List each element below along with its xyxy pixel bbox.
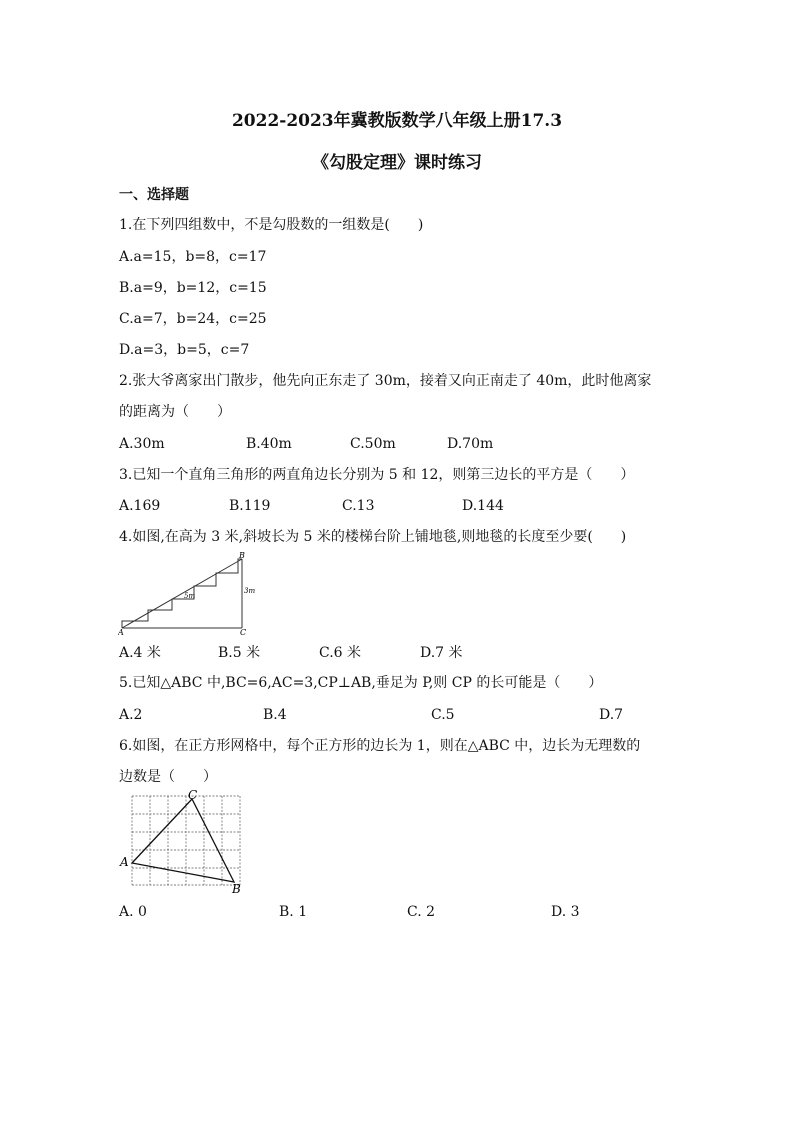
staircase-label-slope: 5m (184, 592, 196, 600)
q2-option-c: C.50m (350, 436, 396, 452)
page-title-line1: 2022-2023年冀教版数学八年级上册17.3 (231, 111, 563, 131)
section-heading: 一、选择题 (119, 187, 189, 203)
q4-option-a: A.4 米 (119, 645, 161, 661)
q2-stem-line2: 的距离为（ ） (119, 404, 231, 420)
q4-option-c: C.6 米 (319, 645, 362, 661)
q3-option-a: A.169 (119, 498, 161, 514)
q1-stem: 1.在下列四组数中，不是勾股数的一组数是( ) (119, 217, 424, 233)
page-title-line2: 《勾股定理》课时练习 (312, 153, 482, 173)
q5-stem: 5.已知△ABC 中,BC=6,AC=3,CP⊥AB,垂足为 P,则 CP 的长可能是（ ） (119, 675, 603, 691)
grid-label-b: B (232, 882, 241, 895)
q4-stem: 4.如图,在高为 3 米,斜坡长为 5 米的楼梯台阶上铺地毯,则地毯的长度至少要( ) (119, 529, 627, 545)
q1-option-c: C.a=7，b=24，c=25 (119, 311, 267, 327)
q3-option-c: C.13 (342, 498, 375, 514)
staircase-label-height: 3m (244, 587, 256, 595)
q2-stem-line1: 2.张大爷离家出门散步，他先向正东走了 30m，接着又向正南走了 40m，此时他离家 (119, 373, 652, 389)
q2-option-b: B.40m (246, 436, 292, 452)
q6-option-b: B. 1 (279, 904, 308, 920)
q4-option-d: D.7 米 (420, 645, 463, 661)
q2-option-a: A.30m (119, 436, 165, 452)
grid-label-a: A (120, 855, 129, 869)
q1-option-b: B.a=9，b=12，c=15 (119, 280, 267, 296)
grid-label-c: C (188, 789, 198, 802)
staircase-slope (122, 559, 242, 628)
q6-option-d: D. 3 (551, 904, 580, 920)
q3-stem: 3.已知一个直角三角形的两直角边长分别为 5 和 12，则第三边长的平方是（ ） (119, 467, 635, 483)
q2-option-d: D.70m (447, 436, 494, 452)
triangle-abc (132, 799, 234, 882)
q5-option-a: A.2 (119, 707, 143, 723)
staircase-label-b: B (239, 551, 245, 560)
q6-stem-line1: 6.如图，在正方形网格中，每个正方形的边长为 1，则在△ABC 中，边长为无理数的 (119, 738, 641, 754)
q3-option-b: B.119 (229, 498, 271, 514)
q3-option-d: D.144 (462, 498, 504, 514)
q6-option-c: C. 2 (407, 904, 436, 920)
q6-option-a: A. 0 (119, 904, 147, 920)
q1-option-a: A.a=15，b=8，c=17 (119, 249, 267, 265)
staircase-label-a: A (118, 628, 124, 637)
q5-option-b: B.4 (263, 707, 287, 723)
q5-option-c: C.5 (431, 707, 455, 723)
staircase-figure (118, 551, 258, 637)
q4-option-b: B.5 米 (218, 645, 261, 661)
square-grid (132, 796, 240, 885)
q6-stem-line2: 边数是（ ） (119, 769, 217, 785)
grid-triangle-figure (118, 789, 248, 895)
q5-option-d: D.7 (599, 707, 624, 723)
q1-option-d: D.a=3，b=5，c=7 (119, 342, 250, 358)
staircase-label-c: C (240, 628, 247, 637)
